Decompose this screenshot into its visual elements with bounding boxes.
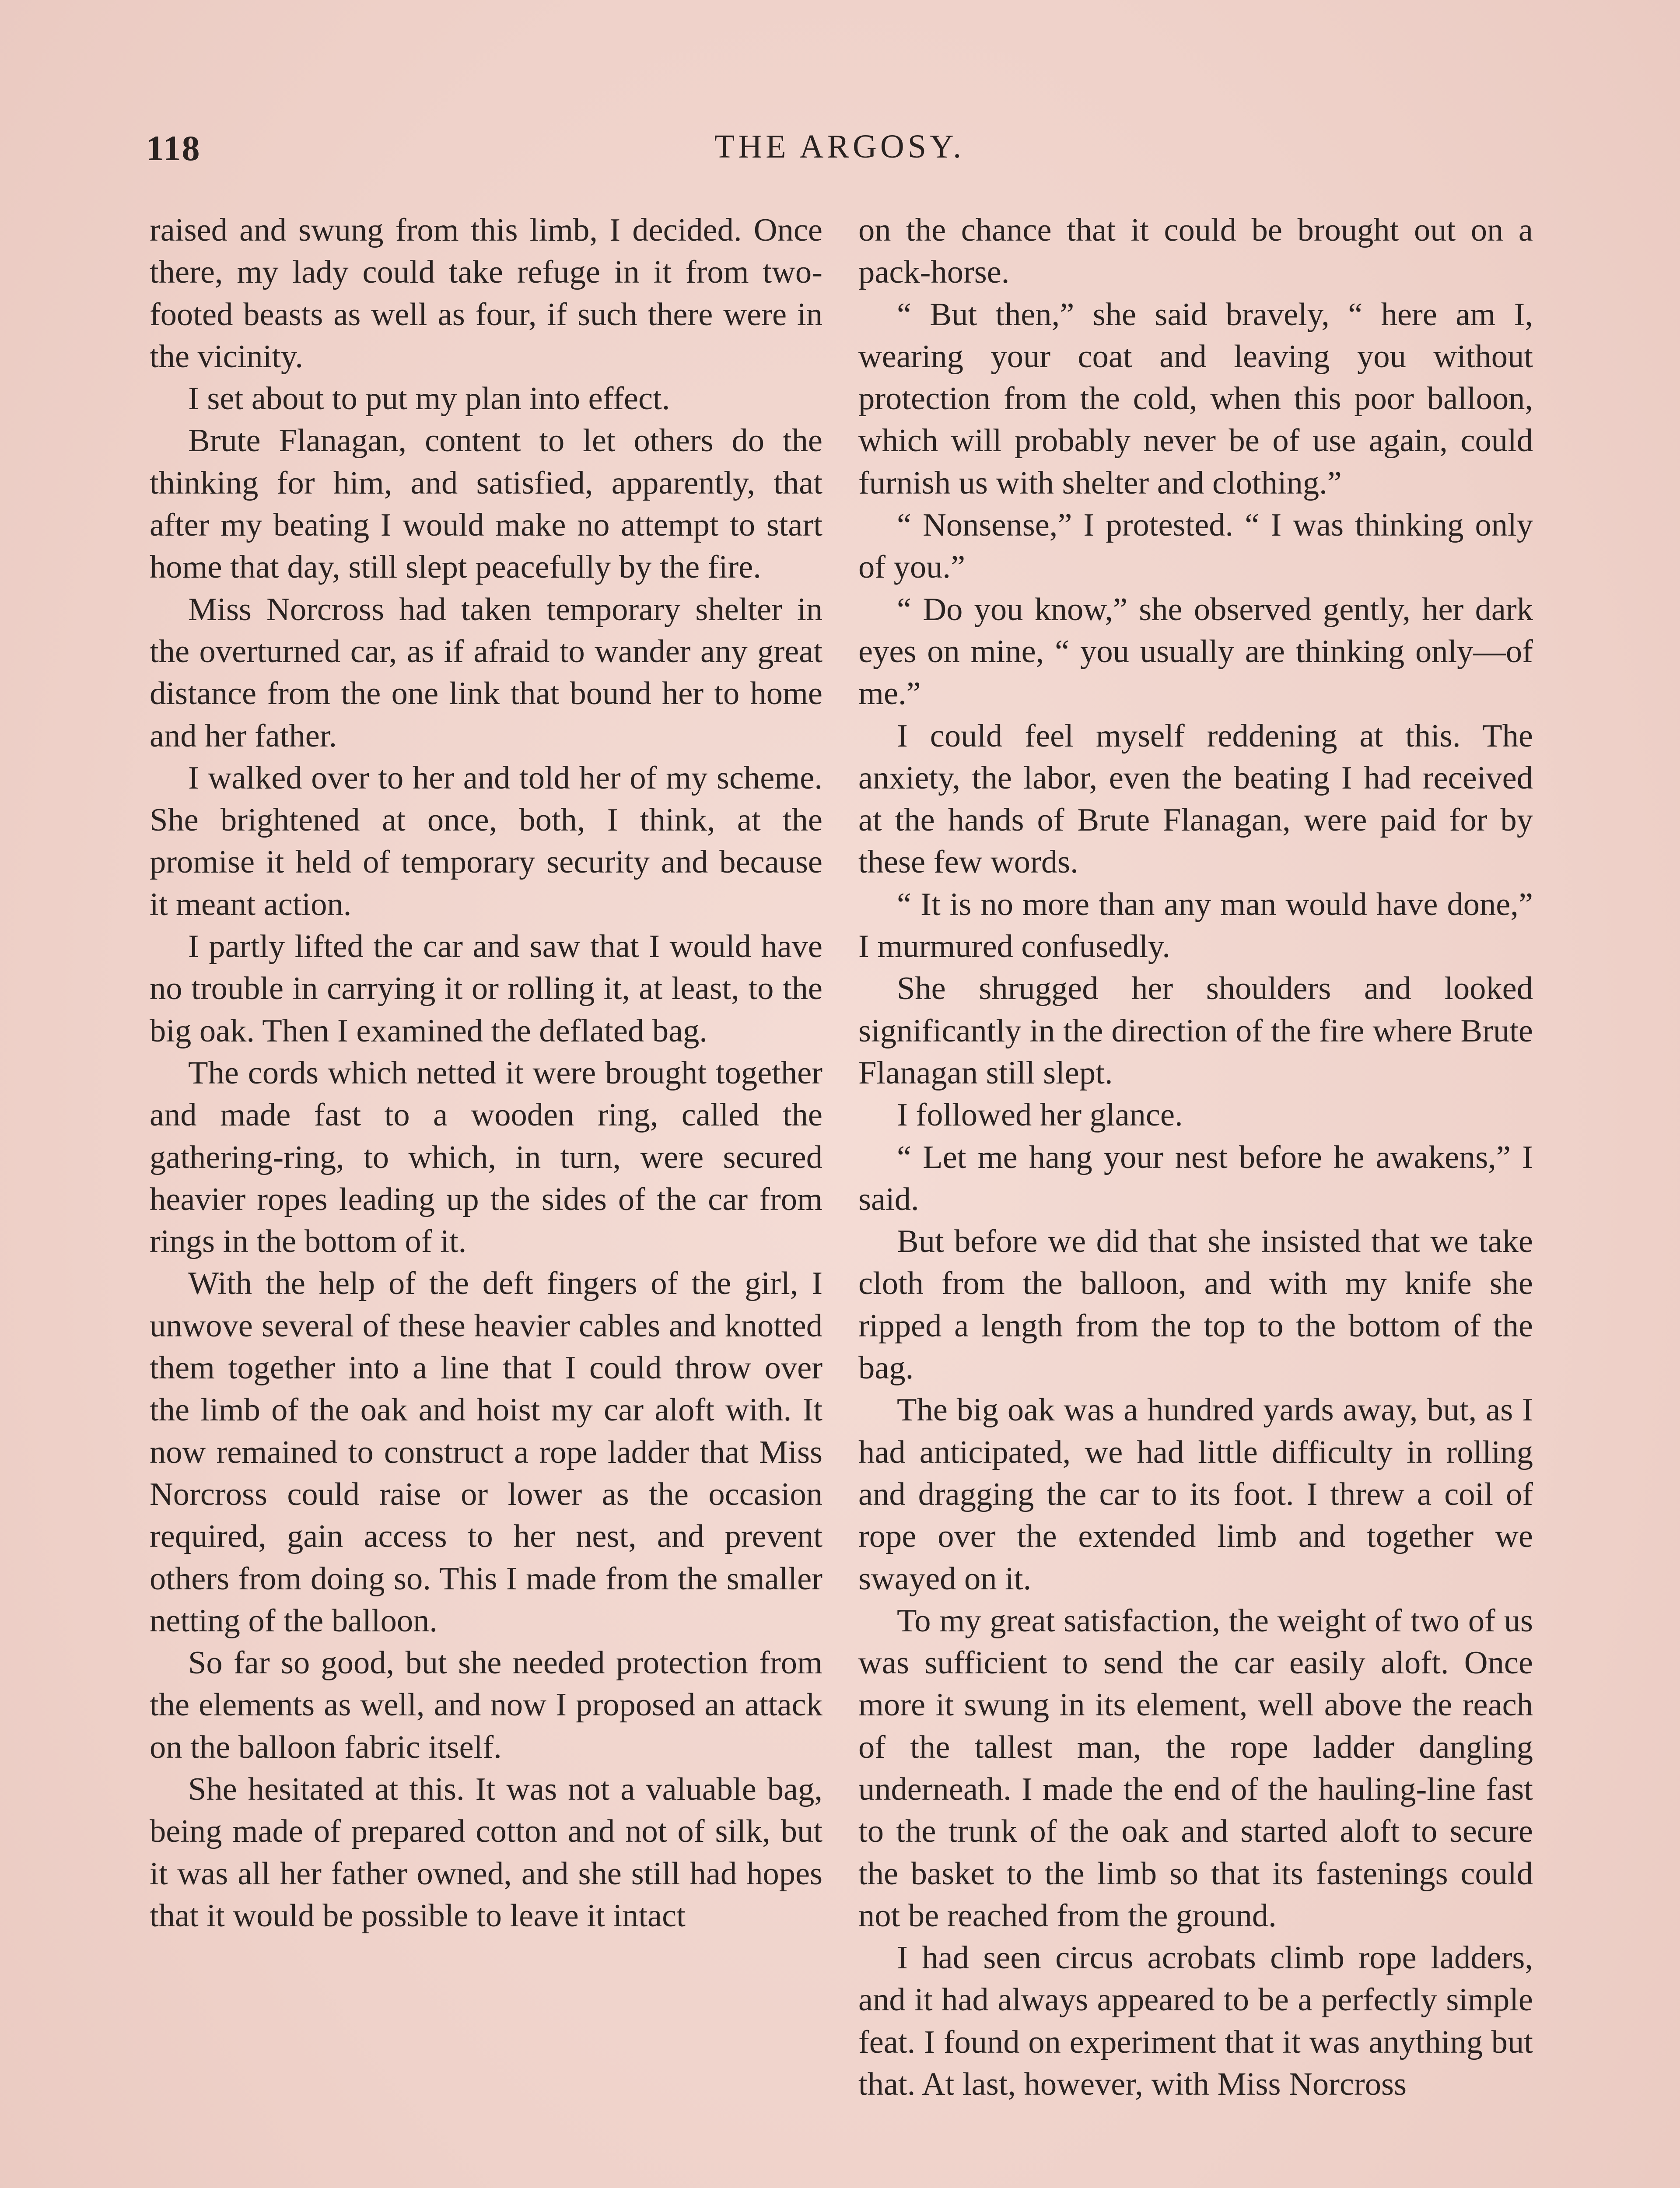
paragraph: I could feel myself reddening at this. The anxiety, the labor, even the beating I had received at the hands of Brute Flanagan, were paid for by these few words. [858,718,1533,880]
paragraph: I partly lifted the car and saw that I would have no trouble in carrying it or rolling it, at least, to the big oak. Then I examined the deflated bag. [150,929,822,1049]
paragraph: I had seen circus acrobats climb rope ladders, and it had always appeared to be a perfectly simple feat. I found on experiment that it was anything but that. At last, however, with Miss Norcross [858,1940,1533,2103]
paragraph: Miss Norcross had taken temporary shelter in the overturned car, as if afraid to wander any great distance from the one link that bound her to home and her father. [150,591,822,754]
paragraph: The big oak was a hundred yards away, but, as I had anticipated, we had little difficulty in rolling and dragging the car to its foot. I threw a coil of rope over the extended limb and together we swayed on it. [858,1392,1533,1597]
paragraph: But before we did that she insisted that we take cloth from the balloon, and with my knife she ripped a length from the top to the bottom of the bag. [858,1224,1533,1386]
paragraph: I set about to put my plan into effect. [188,381,670,417]
left-column [150,209,822,2188]
paragraph: on the chance that it could be brought out on a pack-horse. [858,212,1533,291]
right-column [858,209,1533,2188]
paragraph: She shrugged her shoulders and looked significantly in the direction of the fire where Brute Flanagan still slept. [858,971,1533,1091]
paragraph: “ Nonsense,” I protested. “ I was thinking only of you.” [858,507,1533,586]
page-header [146,128,1533,180]
running-title: THE ARGOSY. [714,128,965,165]
paragraph: Brute Flanagan, content to let others do the thinking for him, and satisfied, apparently, that after my beating I would make no attempt to start home that day, still slept peacefully by the fire. [150,423,822,586]
page-number: 118 [146,128,201,168]
paragraph: “ But then,” she said bravely, “ here am I, wearing your coat and leaving you without protection from the cold, when this poor balloon, which will probably never be of use again, could furnish us with shelter and clothing.” [858,296,1533,501]
paragraph: The cords which netted it were brought together and made fast to a wooden ring, called the gathering-ring, to which, in turn, were secured heavier ropes leading up the sides of the car from rings in the bottom of it. [150,1055,822,1260]
paragraph: To my great satisfaction, the weight of two of us was sufficient to send the car easily aloft. Once more it swung in its element, well above the reach of the tallest man, the rope ladder dangling underneath. I made the end of the hauling-line fast to the trunk of the oak and started aloft to secure the basket to the limb so that its fastenings could not be reached from the ground. [858,1602,1533,1934]
paragraph: “ Do you know,” she observed gently, her dark eyes on mine, “ you usually are thinking only—of me.” [858,591,1533,712]
paragraph: With the help of the deft fingers of the girl, I unwove several of these heavier cables and knotted them together into a line that I could throw over the limb of the oak and hoist my car aloft with. It now remained to construct a rope ladder that Miss Norcross could raise or lower as the occasion required, gain access to her nest, and prevent others from doing so. This I made from the smaller netting of the balloon. [150,1266,822,1639]
paragraph: She hesitated at this. It was not a valuable bag, being made of prepared cotton and not of silk, but it was all her father owned, and she still had hopes that it would be possible to leave it intact [150,1771,822,1934]
paragraph: I followed her glance. [897,1097,1183,1133]
paragraph: “ It is no more than any man would have done,” I murmured confusedly. [858,886,1533,965]
paragraph: “ Let me hang your nest before he awakens,” I said. [858,1139,1533,1217]
paragraph: I walked over to her and told her of my scheme. She brightened at once, both, I think, at the promise it held of temporary security and because it meant action. [150,760,822,922]
paragraph: So far so good, but she needed protection from the elements as well, and now I proposed an attack on the balloon fabric itself. [150,1645,822,1765]
paragraph: raised and swung from this limb, I decided. Once there, my lady could take refuge in it from two-footed beasts as well as four, if such there were in the vicinity. [150,212,822,375]
